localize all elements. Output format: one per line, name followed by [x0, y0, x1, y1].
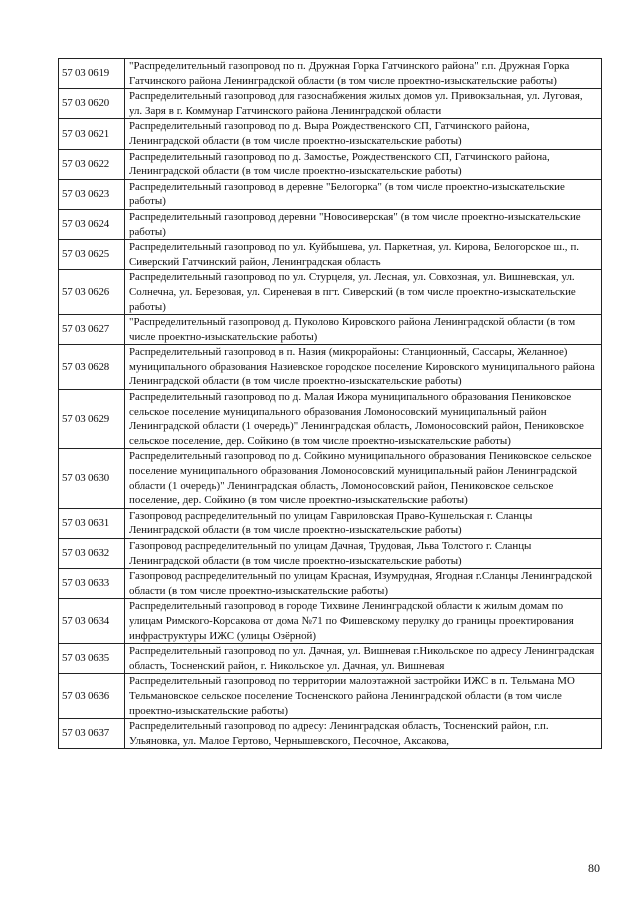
table-row [59, 539, 602, 569]
table-row [59, 119, 602, 149]
object-code-cell: 57 03 0634 [59, 599, 125, 644]
object-description-cell: Распределительный газопровод по д. Выра Рождественского СП, Гатчинского района, Ленинградской области (в том числе проектно-изыскательские работы) [125, 119, 602, 149]
object-code-cell: 57 03 0624 [59, 209, 125, 239]
object-code-cell: 57 03 0623 [59, 179, 125, 209]
object-code-cell: 57 03 0635 [59, 644, 125, 674]
object-description-cell: Распределительный газопровод деревни "Новосиверская" (в том числе проектно-изыскательские работы) [125, 209, 602, 239]
table-row [59, 345, 602, 390]
object-description-cell: Газопровод распределительный по улицам Дачная, Трудовая, Льва Толстого г. Сланцы Ленинградской области (в том числе проектно-изыскательские работы) [125, 539, 602, 569]
object-code-cell: 57 03 0636 [59, 674, 125, 719]
object-code-cell: 57 03 0628 [59, 345, 125, 390]
object-description-cell: Распределительный газопровод по ул. Стурцеля, ул. Лесная, ул. Совхозная, ул. Вишневская, ул. Солнечна, ул. Березовая, ул. Сиреневая в пгт. Сиверский (в том числе проектно-изыскательские работы) [125, 270, 602, 315]
object-description-cell: Распределительный газопровод в п. Назия (микрорайоны: Станционный, Сассары, Желанное) муниципального образования Назиевское городское поселение Кировского муниципального района Ленинградской области (в том числе проектно-изыскательские работы) [125, 345, 602, 390]
registry-table-body [59, 59, 602, 749]
table-row [59, 508, 602, 538]
object-description-cell: Распределительный газопровод по ул. Куйбышева, ул. Паркетная, ул. Кирова, Белогорское ш., п. Сиверский Гатчинский район, Ленинградская область [125, 240, 602, 270]
object-description-cell: Распределительный газопровод по д. Малая Ижора муниципального образования Пениковское сельское поселение муниципального образования Ломоносовский муниципальный район Ленинградской области (1 очередь)" Ленинградская область, Ломоносовский район, Пениковское сельское поселение, дер. Сойкино (в том числе проектно-изыскательские работы) [125, 390, 602, 449]
table-row [59, 390, 602, 449]
object-code-cell: 57 03 0631 [59, 508, 125, 538]
table-row [59, 599, 602, 644]
object-description-cell: "Распределительный газопровод д. Пуколово Кировского района Ленинградской области (в том числе проектно-изыскательские работы) [125, 315, 602, 345]
object-code-cell: 57 03 0626 [59, 270, 125, 315]
object-description-cell: Распределительный газопровод для газоснабжения жилых домов ул. Привокзальная, ул. Луговая, ул. Заря в г. Коммунар Гатчинского района Ленинградской области [125, 89, 602, 119]
table-row [59, 719, 602, 749]
object-description-cell: Распределительный газопровод в городе Тихвине Ленинградской области к жилым домам по улицам Римского-Корсакова от дома №71 по Фишевскому перулку до границы проектирования инфраструктуры ИЖС (улицы Озёрной) [125, 599, 602, 644]
object-code-cell: 57 03 0632 [59, 539, 125, 569]
table-row [59, 644, 602, 674]
table-row [59, 59, 602, 89]
object-code-cell: 57 03 0630 [59, 449, 125, 508]
object-code-cell: 57 03 0629 [59, 390, 125, 449]
page-number: 80 [588, 861, 600, 875]
table-row [59, 270, 602, 315]
object-code-cell: 57 03 0622 [59, 149, 125, 179]
table-row [59, 315, 602, 345]
table-row [59, 674, 602, 719]
object-description-cell: Распределительный газопровод по д. Сойкино муниципального образования Пениковское сельское поселение муниципального образования Ломоносовский муниципальный район Ленинградской области (1 очередь)" Ленинградская область, Ломоносовский район, Пениковское сельское поселение, дер. Сойкино (в том числе проектно-изыскательские работы) [125, 449, 602, 508]
object-code-cell: 57 03 0619 [59, 59, 125, 89]
object-description-cell: Распределительный газопровод по ул. Дачная, ул. Вишневая г.Никольское по адресу Ленинградская область, Тосненский район, г. Никольское ул. Дачная, ул. Вишневая [125, 644, 602, 674]
object-description-cell: Газопровод распределительный по улицам Красная, Изумрудная, Ягодная г.Сланцы Ленинградской области (в том числе проектно-изыскательские работы) [125, 569, 602, 599]
object-code-cell: 57 03 0625 [59, 240, 125, 270]
gas-pipeline-registry-table [58, 58, 602, 749]
table-row [59, 209, 602, 239]
object-description-cell: Распределительный газопровод по территории малоэтажной застройки ИЖС в п. Тельмана МО Тельмановское сельское поселение Тосненского района Ленинградской области (в том числе проектно-изыскательские работы) [125, 674, 602, 719]
table-row [59, 240, 602, 270]
object-description-cell: "Распределительный газопровод по п. Дружная Горка Гатчинского района" г.п. Дружная Горка Гатчинского района Ленинградской области (в том числе проектно-изыскательские работы) [125, 59, 602, 89]
object-code-cell: 57 03 0620 [59, 89, 125, 119]
object-code-cell: 57 03 0633 [59, 569, 125, 599]
object-description-cell: Газопровод распределительный по улицам Гавриловская Право-Кушельская г. Сланцы Ленинградской области (в том числе проектно-изыскательские работы) [125, 508, 602, 538]
object-code-cell: 57 03 0621 [59, 119, 125, 149]
table-row [59, 449, 602, 508]
object-description-cell: Распределительный газопровод по д. Замостье, Рождественского СП, Гатчинского района, Ленинградской области (в том числе проектно-изыскательские работы) [125, 149, 602, 179]
table-row [59, 149, 602, 179]
table-row [59, 89, 602, 119]
table-row [59, 179, 602, 209]
object-description-cell: Распределительный газопровод в деревне "Белогорка" (в том числе проектно-изыскательские работы) [125, 179, 602, 209]
object-description-cell: Распределительный газопровод по адресу: Ленинградская область, Тосненский район, г.п. Ульяновка, ул. Малое Гертово, Чернышевского, Песочное, Аксакова, [125, 719, 602, 749]
table-row [59, 569, 602, 599]
object-code-cell: 57 03 0627 [59, 315, 125, 345]
object-code-cell: 57 03 0637 [59, 719, 125, 749]
